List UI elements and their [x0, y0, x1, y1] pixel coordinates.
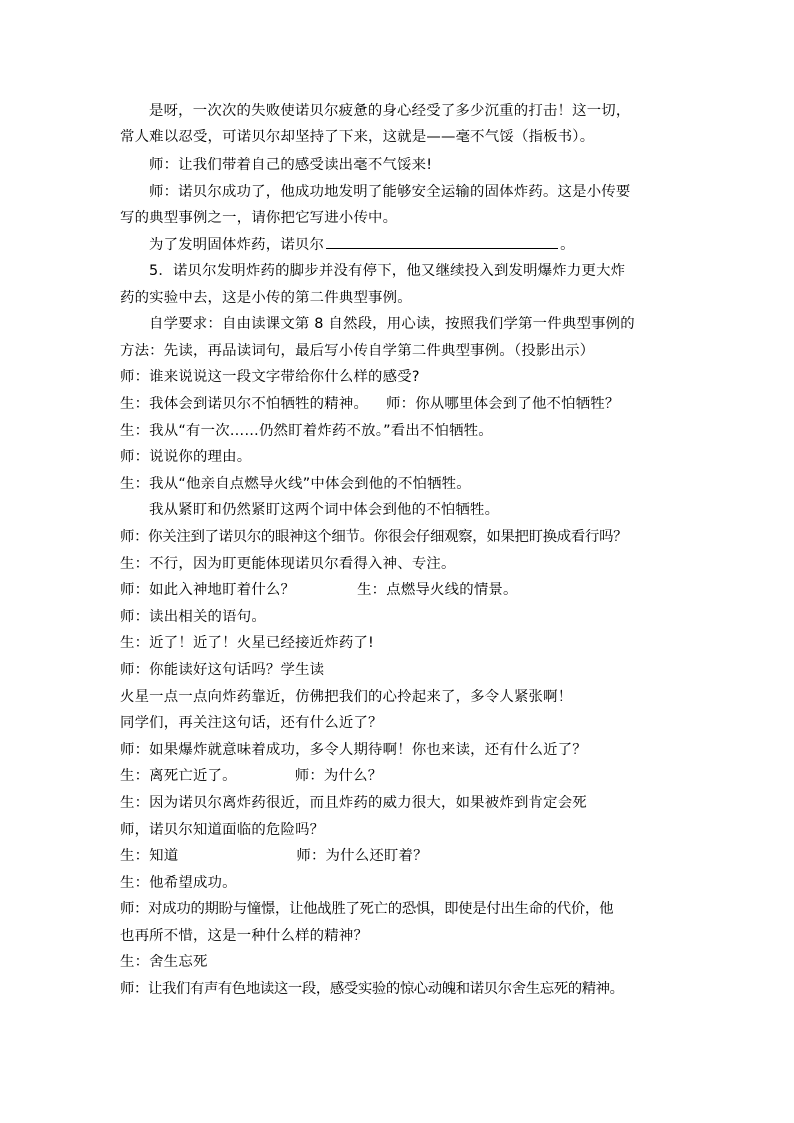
paragraph-line: 也再所不惜，这是一种什么样的精神？	[120, 928, 369, 944]
teacher-line: 师：说说你的理由。	[120, 449, 252, 465]
paragraph-line: 火星一点一点向炸药靠近，仿佛把我们的心拎起来了，多令人紧张啊！	[120, 689, 573, 705]
student-line: 生：我从“有一次……仍然盯着炸药不放。”看出不怕牺牲。	[120, 423, 493, 439]
paragraph-line: 常人难以忍受，可诺贝尔却坚持了下来，这就是——毫不气馁（指板书）。	[120, 129, 595, 145]
teacher-line: 师，诺贝尔知道面临的危险吗？	[120, 822, 325, 838]
paragraph-line: 同学们，再关注这句话，还有什么近了？	[120, 715, 383, 731]
dialogue-line	[120, 581, 680, 599]
fill-in-blank	[326, 235, 558, 249]
teacher-line: 师：你能读好这句话吗？学生读	[120, 662, 325, 678]
student-line: 生：离死亡近了。	[120, 768, 237, 784]
student-line: 我从紧盯和仍然紧盯这两个词中体会到他的不怕牺牲。	[149, 502, 500, 518]
fill-in-line	[149, 235, 709, 254]
fill-in-end: 。	[560, 237, 575, 253]
student-line: 生：舍生忘死	[120, 954, 208, 970]
teacher-line: 师：让我们有声有色地读这一段，感受实验的惊心动魄和诺贝尔舍生忘死的精神。	[120, 981, 624, 997]
dialogue-line	[120, 395, 680, 413]
teacher-line: 师：你关注到了诺贝尔的眼神这个细节。你很会仔细观察，如果把盯换成看行吗？	[120, 529, 628, 545]
teacher-line: 师：为什么？	[294, 768, 383, 784]
paragraph-line: 方法：先读，再品读词句，最后写小传自学第二件典型事例。（投影出示）	[120, 343, 595, 359]
teacher-line: 师：读出相关的语句。	[120, 609, 266, 625]
student-line: 生：近了！近了！火星已经接近炸药了!	[120, 635, 375, 651]
teacher-line: 师：谁来说说这一段文字带给你什么样的感受?	[120, 369, 420, 385]
student-line: 生：他希望成功。	[120, 875, 237, 891]
student-line: 生：因为诺贝尔离炸药很近，而且炸药的威力很大，如果被炸到肯定会死	[120, 795, 587, 811]
paragraph-line: 写的典型事例之一，请你把它写进小传中。	[120, 210, 398, 226]
teacher-line: 师：如此入神地盯着什么？	[120, 582, 296, 598]
self-study-requirement: 自学要求：自由读课文第 8 自然段，用心读，按照我们学第一件典型事例的	[149, 316, 635, 332]
teacher-line: 师：对成功的期盼与憧憬，让他战胜了死亡的恐惧，即使是付出生命的代价，他	[120, 901, 614, 917]
teacher-line: 师：诺贝尔成功了，他成功地发明了能够安全运输的固体炸药。这是小传要	[149, 184, 631, 200]
paragraph-line: 是呀，一次次的失败使诺贝尔疲惫的身心经受了多少沉重的打击！这一切，	[149, 103, 631, 119]
student-line: 生：我从“他亲自点燃导火线”中体会到他的不怕牺牲。	[120, 476, 471, 492]
student-line: 生：知道	[120, 848, 179, 864]
paragraph-line: 药的实验中去，这是小传的第二件典型事例。	[120, 290, 412, 306]
teacher-line: 师：让我们带着自己的感受读出毫不气馁来!	[149, 157, 433, 173]
section-heading: 5．诺贝尔发明炸药的脚步并没有停下，他又继续投入到发明爆炸力更大炸	[149, 263, 626, 279]
student-line: 生：我体会到诺贝尔不怕牺牲的精神。	[120, 396, 369, 412]
student-line: 生：点燃导火线的情景。	[357, 582, 518, 598]
teacher-line: 师：为什么还盯着？	[296, 848, 428, 864]
student-line: 生：不行，因为盯更能体现诺贝尔看得入神、专注。	[120, 556, 456, 572]
dialogue-line	[120, 767, 680, 785]
teacher-line: 师：你从哪里体会到了他不怕牺牲？	[386, 396, 620, 412]
teacher-line: 师：如果爆炸就意味着成功，多令人期待啊！你也来读，还有什么近了？	[120, 742, 587, 758]
dialogue-line	[120, 847, 680, 865]
fill-in-prompt: 为了发明固体炸药，诺贝尔	[149, 237, 325, 253]
